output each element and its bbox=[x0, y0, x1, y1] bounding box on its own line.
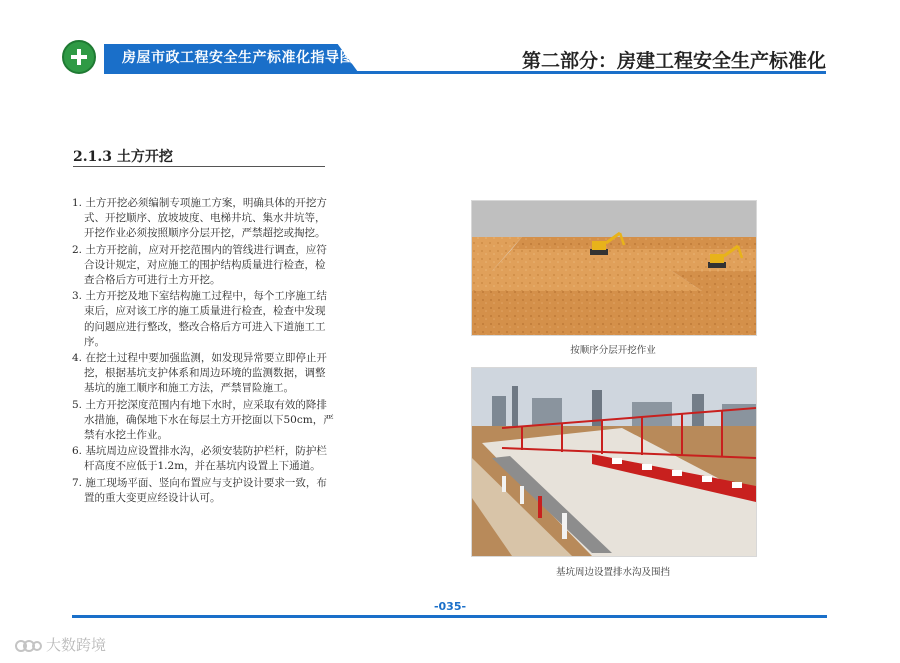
watermark bbox=[14, 634, 106, 655]
footer-rule bbox=[72, 615, 827, 618]
list-item: 5. 土方开挖深度范围内有地下水时，应采取有效的降排水措施，确保地下水在每层土方开挖面以下50cm，严禁有水挖土作业。 bbox=[72, 398, 334, 442]
book-title: 房屋市政工程安全生产标准化指导图册 bbox=[122, 50, 369, 66]
logo-icon bbox=[62, 40, 96, 74]
list-item: 3. 土方开挖及地下室结构施工过程中，每个工序施工结束后，应对该工序的施工质量进行检查，检查中发现的问题应进行整改，整改合格后方可进入下道施工工序。 bbox=[72, 290, 327, 348]
watermark-logo-icon bbox=[14, 638, 42, 654]
figure-caption: 基坑周边设置排水沟及围挡 bbox=[555, 567, 670, 578]
watermark-text: 大数跨境 bbox=[46, 636, 107, 654]
excavation-illustration bbox=[471, 200, 757, 336]
section-rule bbox=[73, 166, 325, 167]
part-title: 第二部分：房建工程安全生产标准化 bbox=[521, 50, 826, 72]
list-item: 4. 在挖土过程中要加强监测，如发现异常要立即停止开挖，根据基坑支护体系和周边环境的监测数据，调整基坑的施工顺序和施工方法，严禁冒险施工。 bbox=[72, 352, 327, 395]
section-title: 2.1.3 土方开挖 bbox=[73, 149, 173, 165]
list-item: 1. 土方开挖必须编制专项施工方案，明确具体的开挖方式、开挖顺序、放坡坡度、电梯井坑、集水井坑等，开挖作业必须按照顺序分层开挖，严禁超挖或掏挖。 bbox=[72, 197, 327, 240]
figure-caption: 按顺序分层开挖作业 bbox=[570, 345, 656, 356]
page-number: -035- bbox=[433, 600, 467, 613]
list-item: 7. 施工现场平面、竖向布置应与支护设计要求一致，布置的重大变更应经设计认可。 bbox=[72, 476, 327, 504]
requirements-list bbox=[72, 196, 334, 507]
list-item: 6. 基坑周边应设置排水沟，必须安装防护栏杆，防护栏杆高度不应低于1.2m，并在基坑内设置上下通道。 bbox=[72, 445, 327, 473]
site-photo bbox=[471, 367, 757, 557]
list-item: 2. 土方开挖前，应对开挖范围内的管线进行调查，应符合设计规定，对应施工的围护结构质量进行检查，检查合格后方可进行土方开挖。 bbox=[72, 243, 327, 287]
